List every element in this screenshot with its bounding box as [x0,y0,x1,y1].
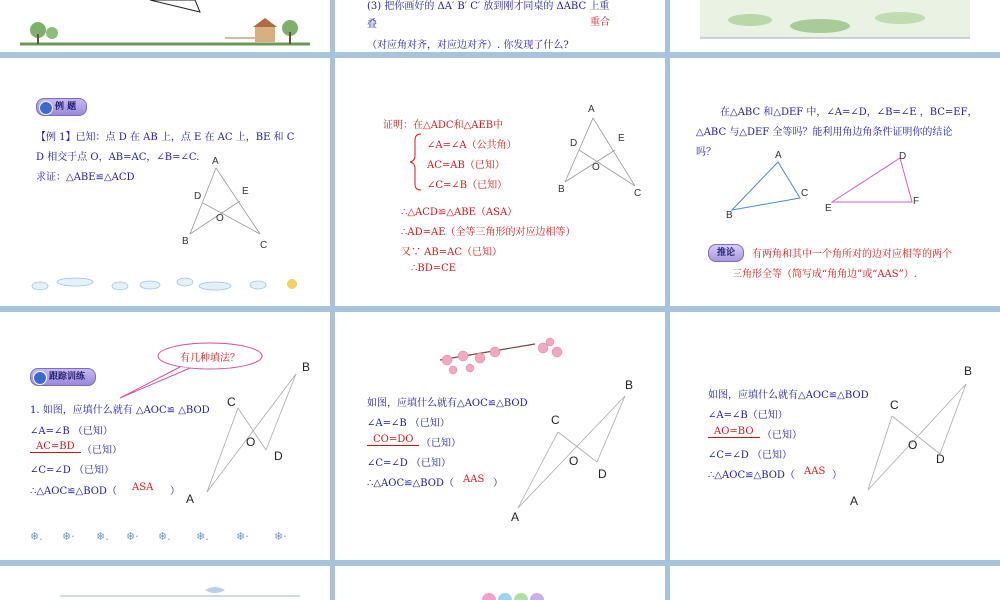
point-label: B [964,364,973,378]
point-label: C [227,395,236,409]
point-label: C [801,188,809,199]
point-label: C [634,188,642,199]
point-label: D [194,191,202,202]
proof-step: 又∵ AB=AC（已知） [401,247,503,258]
answer-blank: CO=DO [367,434,419,446]
slide-thumbnail-1[interactable] [0,0,330,52]
point-label: E [242,186,249,197]
question-text: 1. 如图，应填什么就有 △AOC≌ △BOD [30,405,210,416]
point-label: O [246,435,256,449]
question-text: 如图，应填什么就有△AOC≌△BOD [367,398,528,409]
text-line: 吗？ [696,147,716,158]
point-label: D [570,138,578,149]
text-line: （对应角对齐，对应边对齐）. 你发现了什么? [367,40,569,51]
text-line: ∠A=∠B（已知） [708,410,788,421]
text-line: 求证：△ABE≌△ACD [36,172,135,183]
answer-text: ASA [132,482,154,493]
point-label: D [899,151,907,162]
text-line: ） [493,478,503,489]
point-label: O [908,438,918,452]
slide-thumbnail-9[interactable] [670,312,1000,560]
svg-text:❄.: ❄. [30,530,43,543]
point-label: C [260,240,268,251]
practice-badge: 跟踪训练 [30,368,96,386]
text-line: （已知） [421,438,461,449]
point-label: B [302,360,311,374]
colored-balls-decoration [335,566,665,600]
text-line: ∴△AOC≌△BOD（ [367,478,454,489]
text-line: (3) 把你画好的 ΔA′ B′ C′ 放到刚才同桌的 ΔABC 上重 [367,1,610,12]
text-line: ∠A=∠B （已知） [30,426,113,437]
question-text: 如图，应填什么就有△AOC≌△BOD [708,390,869,401]
triangle-figure [335,58,665,306]
point-label: O [216,213,224,224]
point-label: E [618,133,625,144]
text-line: 在△ABC 和△DEF 中，∠A=∠D，∠B=∠E ，BC=EF， [720,107,978,118]
text-line: D 相交于点 O，AB=AC，∠B=∠C. [36,152,200,163]
slide-thumbnail-3[interactable] [670,0,1000,52]
slide-thumbnail-2[interactable] [335,0,665,52]
point-label: D [936,452,945,466]
svg-text:❄·: ❄· [236,530,249,543]
slide-thumbnail-6[interactable] [670,58,1000,306]
text-line: ∠C=∠D （已知） [708,450,792,461]
point-label: B [625,378,634,392]
landscape-illustration [0,0,330,52]
point-label: D [274,449,283,463]
point-label: A [511,510,520,524]
point-label: F [913,196,920,207]
bowtie-figure [670,312,1000,560]
svg-text:❄.: ❄. [158,530,171,543]
proof-title: 证明：在△ADC和△AEB中 [383,120,504,131]
speech-bubble-text: 有几种填法？ [180,353,240,364]
proof-step: ∴AD=AE（全等三角形的对应边相等） [401,227,576,238]
point-label: B [726,210,733,221]
point-label: O [569,454,579,468]
slide-thumbnail-7[interactable] [0,312,330,560]
point-label: D [598,467,607,481]
slide-thumbnail-10[interactable] [0,566,330,600]
point-label: O [592,162,600,173]
bowtie-figure [335,312,665,560]
svg-text:❄·: ❄· [126,530,139,543]
text-line: ） [170,486,180,497]
point-label: A [850,494,859,508]
point-label: A [588,104,595,115]
overlap-note: 重合 [590,17,610,28]
snowflake-border-decoration [0,312,330,560]
answer-text: AAS [804,466,826,477]
example-badge: 例 题 [36,98,87,116]
point-label: C [551,413,560,427]
slide-thumbnail-12[interactable] [670,566,1000,600]
text-line: △ABC 与△DEF 全等吗？能利用角边角条件证明你的结论 [696,127,953,138]
corollary-text: 有两角和其中一个角所对的边对应相等的两个 [752,249,952,260]
pond-illustration [670,0,1000,52]
point-label: C [890,398,899,412]
slide-thumbnail-4[interactable] [0,58,330,306]
point-label: A [212,156,219,167]
text-line: 【例 1】已知：点 D 在 AB 上，点 E 在 AC 上，BE 和 C [36,132,295,143]
proof-condition: ∠A=∠A（公共角） [427,140,517,151]
slide-thumbnail-5[interactable] [335,58,665,306]
answer-blank: AC=BD [30,441,81,453]
proof-condition: AC=AB（已知） [427,160,505,171]
svg-text:❄·: ❄· [274,530,287,543]
corollary-badge: 推论 [708,244,744,262]
ribbon-decoration [0,566,330,600]
proof-step: ∴△ACD≌△ABE（ASA） [401,207,518,218]
answer-blank: AO=BO [708,426,760,438]
svg-text:❄.: ❄. [196,530,209,543]
point-label: B [182,236,189,247]
text-line: 叠 [367,19,377,30]
proof-condition: ∠C=∠B（已知） [427,180,508,191]
point-label: B [558,184,565,195]
svg-text:❄·: ❄· [62,530,75,543]
text-line: ∴△AOC≌△BOD（ [30,486,117,497]
svg-text:❄.: ❄. [96,530,109,543]
text-line: ） [832,470,842,481]
text-line: （已知） [82,445,122,456]
text-line: ∠C=∠D （已知） [367,458,451,469]
proof-step: ∴BD=CE [411,263,457,274]
point-label: A [775,150,782,161]
point-label: A [186,492,195,506]
slide-thumbnail-8[interactable] [335,312,665,560]
corollary-text: 三角形全等（简写成“角角边”或“AAS”）. [732,269,917,280]
text-line: ∠A=∠B （已知） [367,418,450,429]
text-line: （已知） [762,430,802,441]
text-line: ∠C=∠D （已知） [30,465,114,476]
answer-text: AAS [463,474,485,485]
slide-thumbnail-11[interactable] [335,566,665,600]
text-line: ∴△AOC≌△BOD（ [708,470,795,481]
cloud-border-decoration [0,58,330,306]
point-label: E [825,203,832,214]
